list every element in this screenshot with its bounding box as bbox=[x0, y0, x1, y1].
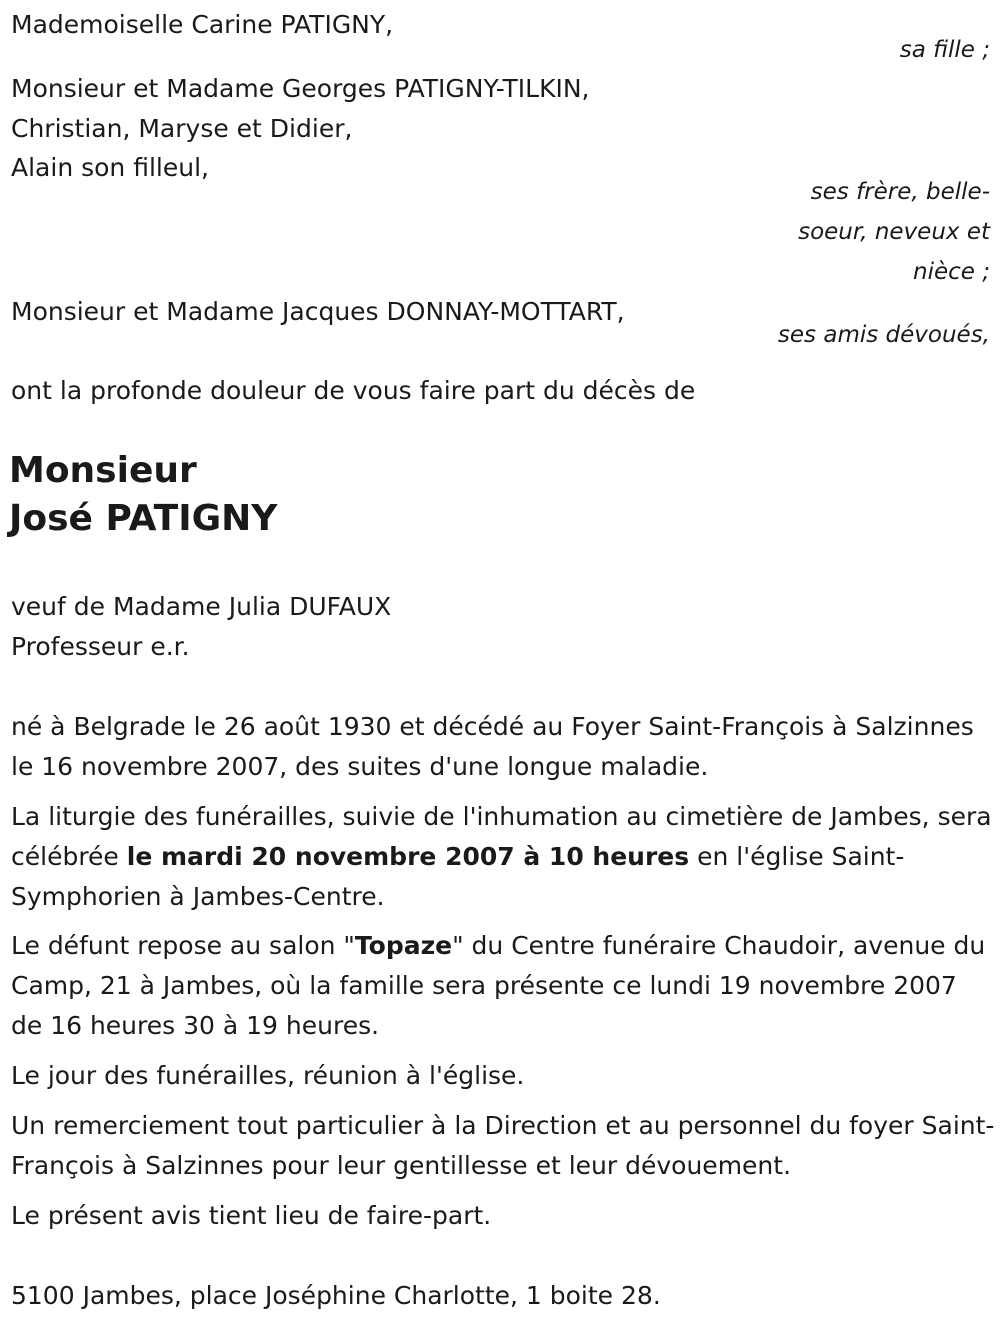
brother-relation-line-1: ses frère, belle- bbox=[810, 179, 990, 205]
repose-salon-name: Topaze bbox=[354, 931, 453, 960]
friends-relation: ses amis dévoués, bbox=[777, 322, 990, 348]
repose-paragraph bbox=[11, 926, 996, 1046]
liturgy-text-after: en l'église Saint-Symphorien à Jambes-Centre. bbox=[11, 842, 905, 911]
friends-name: Monsieur et Madame Jacques DONNAY-MOTTART, bbox=[11, 297, 625, 326]
repose-text-before: Le défunt repose au salon " bbox=[11, 931, 355, 960]
daughter-relation: sa fille ; bbox=[899, 37, 990, 63]
address-line: 5100 Jambes, place Joséphine Charlotte, 1 boite 28. bbox=[11, 1281, 661, 1310]
brother-family-line-3: Alain son filleul, bbox=[11, 153, 209, 182]
birth-death-paragraph: né à Belgrade le 26 août 1930 et décédé au Foyer Saint-François à Salzinnes le 16 novembre 2007, des suites d'une longue maladie. bbox=[11, 712, 974, 781]
profession-line: Professeur e.r. bbox=[11, 632, 190, 661]
liturgy-text-before: La liturgie des funérailles, suivie de l'inhumation au cimetière de Jambes, sera célébrée bbox=[11, 802, 992, 871]
brother-family-line-1: Monsieur et Madame Georges PATIGNY-TILKIN, bbox=[11, 74, 590, 103]
brother-relation-line-3: nièce ; bbox=[913, 259, 990, 285]
liturgy-paragraph bbox=[11, 797, 996, 917]
meeting-paragraph: Le jour des funérailles, réunion à l'église. bbox=[11, 1061, 525, 1090]
announcement: ont la profonde douleur de vous faire part du décès de bbox=[11, 376, 696, 405]
brother-family-line-2: Christian, Maryse et Didier, bbox=[11, 114, 353, 143]
thanks-paragraph: Un remerciement tout particulier à la Direction et au personnel du foyer Saint-François à Salzinnes pour leur gentillesse et leur dévouement. bbox=[11, 1111, 995, 1180]
liturgy-date-time: le mardi 20 novembre 2007 à 10 heures bbox=[126, 842, 690, 871]
deceased-title: Monsieur bbox=[9, 450, 197, 491]
daughter-name: Mademoiselle Carine PATIGNY, bbox=[11, 10, 394, 39]
repose-text-after: " du Centre funéraire Chaudoir, avenue du Camp, 21 à Jambes, où la famille sera présente ce lundi 19 novembre 2007 de 16 heures 30 à 19 heures. bbox=[11, 931, 986, 1040]
brother-relation-line-2: soeur, neveux et bbox=[798, 219, 990, 245]
notice-paragraph: Le présent avis tient lieu de faire-part. bbox=[11, 1201, 492, 1230]
widower-line: veuf de Madame Julia DUFAUX bbox=[11, 592, 392, 621]
deceased-name: José PATIGNY bbox=[9, 498, 278, 539]
